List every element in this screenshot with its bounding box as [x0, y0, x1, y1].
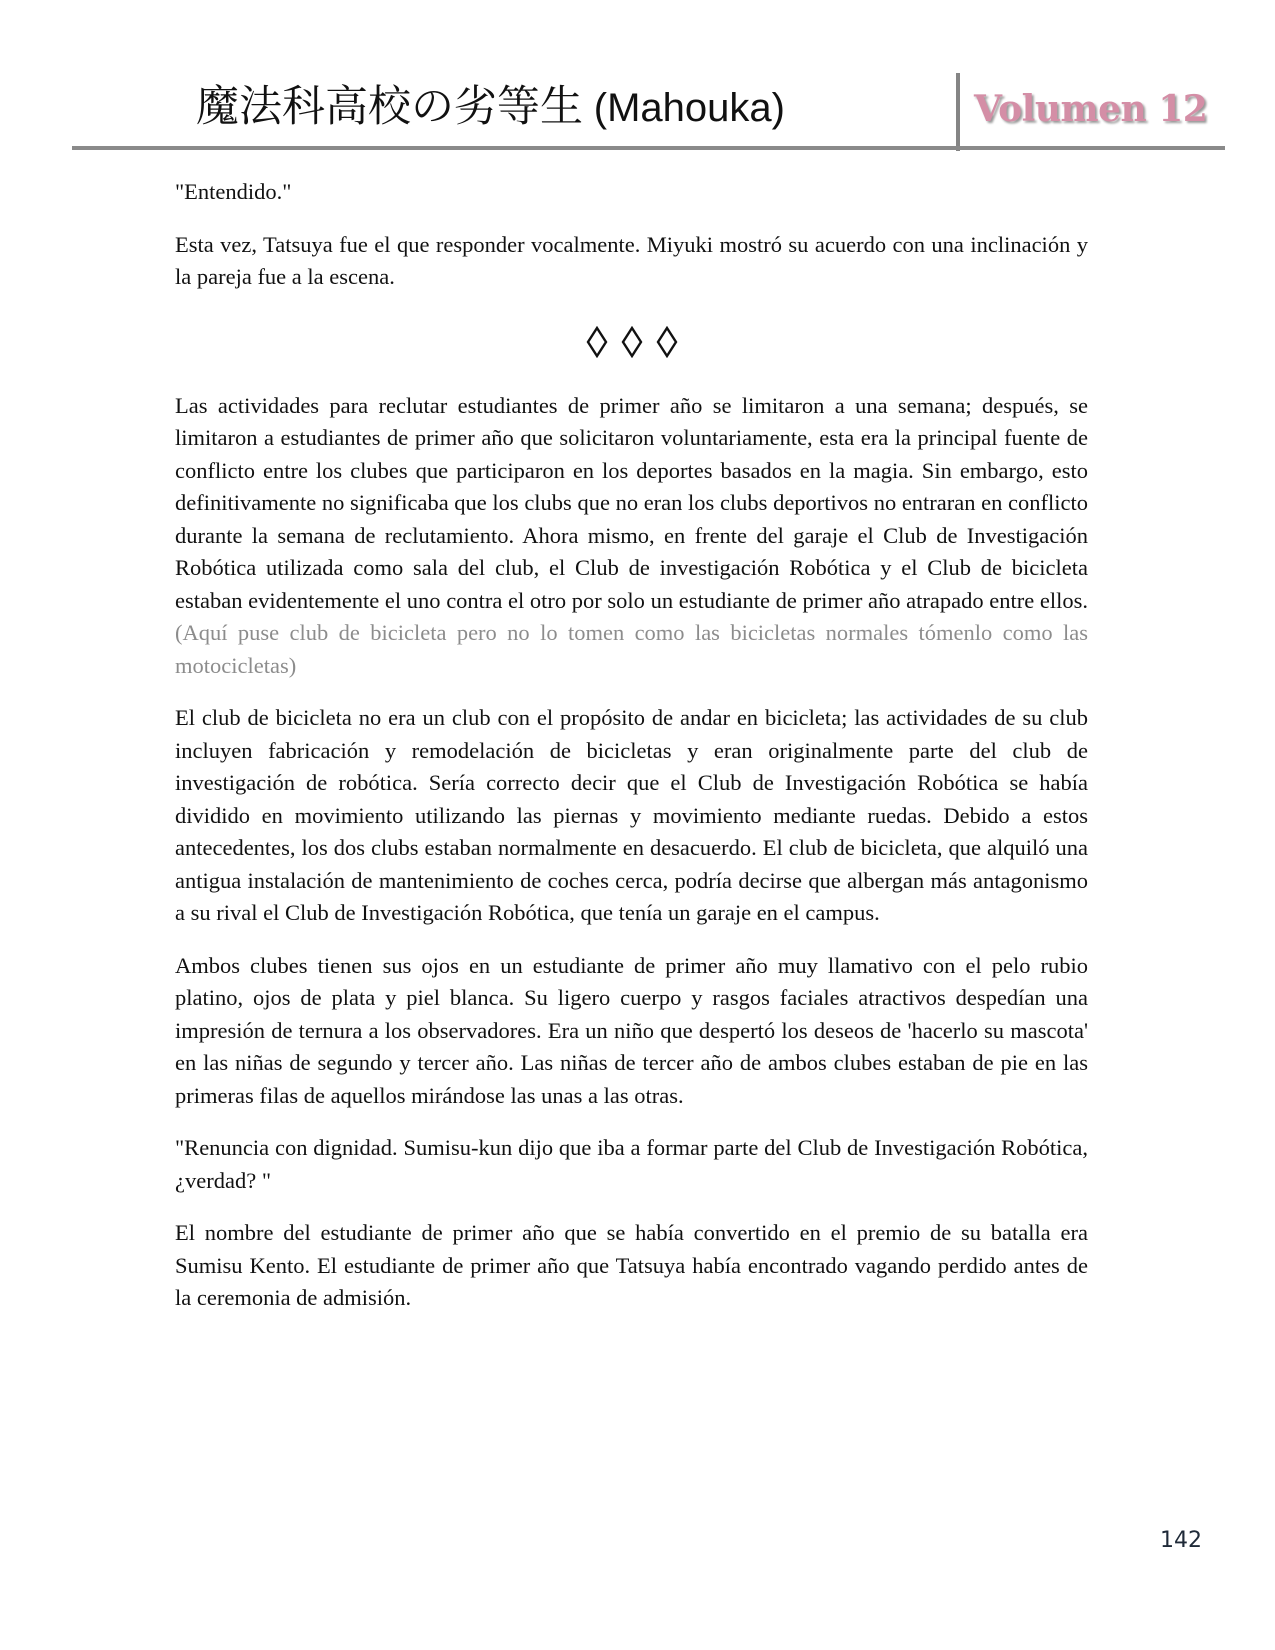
diamond-icon	[656, 326, 678, 358]
book-title-romaji: (Mahouka)	[593, 86, 785, 130]
page-content	[175, 176, 1088, 1335]
volume-label: Volumen 12	[974, 88, 1208, 130]
header-rule	[72, 146, 1225, 150]
translator-note: (Aquí puse club de bicicleta pero no lo tomen como las bicicletas normales tómenlo como las motocicletas)	[175, 620, 1088, 678]
paragraph-sumisu-kento: El nombre del estudiante de primer año que se había convertido en el premio de su batalla era Sumisu Kento. El estudiante de primer año que Tatsuya había encontrado vagando perdido antes de la ceremonia de admisión.	[175, 1220, 1088, 1310]
paragraph-recruitment	[175, 390, 1088, 683]
diamond-icon	[621, 326, 643, 358]
paragraph-student-description: Ambos clubes tienen sus ojos en un estudiante de primer año muy llamativo con el pelo rubio platino, ojos de plata y piel blanca. Su ligero cuerpo y rasgos faciales atractivos despedían una impresión de ternura a los observadores. Era un niño que despertó los deseos de 'hacerlo su mascota' en las niñas de segundo y tercer año. Las niñas de tercer año de ambos clubes estaban de pie en las primeras filas de aquellos mirándose las unas a las otras.	[175, 952, 1088, 1108]
book-title	[196, 78, 785, 138]
book-title-japanese: 魔法科高校の劣等生	[196, 84, 583, 131]
paragraph-bicycle-club: El club de bicicleta no era un club con el propósito de andar en bicicleta; las actividades de su club incluyen fabricación y remodelación de bicicletas y eran originalmente parte del club de investigación de robótica. Sería correcto decir que el Club de Investigación Robótica se había dividido en movimiento utilizando las piernas y movimiento mediante ruedas. Debido a estos antecedentes, los dos clubs estaban normalmente en desacuerdo. El club de bicicleta, que alquiló una antigua instalación de mantenimiento de coches cerca, podría decirse que albergan más antagonismo a su rival el Club de Investigación Robótica, que tenía un garaje en el campus.	[175, 705, 1088, 925]
paragraph-dialogue-entendido: "Entendido."	[175, 179, 292, 204]
page-header	[0, 0, 1275, 160]
diamond-icon	[586, 326, 608, 358]
header-vertical-divider	[956, 73, 960, 151]
paragraph-recruitment-text: Las actividades para reclutar estudiantes de primer año se limitaron a una semana; después, se limitaron a estudiantes de primer año que solicitaron voluntariamente, esta era la principal fuente de conflicto entre los clubes que participaron en los deportes basados en la magia. Sin embargo, esto definitivamente no significaba que los clubs que no eran los clubs deportivos no entraran en conflicto durante la semana de reclutamiento. Ahora mismo, en frente del garaje el Club de Investigación Robótica utilizada como sala del club, el Club de investigación Robótica y el Club de bicicleta estaban evidentemente el uno contra el otro por solo un estudiante de primer año atrapado entre ellos.	[175, 392, 1088, 613]
page-number: 142	[1160, 1528, 1202, 1553]
paragraph-dialogue-renuncia: "Renuncia con dignidad. Sumisu-kun dijo que iba a formar parte del Club de Investigación Robótica, ¿verdad? "	[175, 1135, 1088, 1193]
scene-break	[175, 314, 1088, 370]
paragraph-tatsuya-responds: Esta vez, Tatsuya fue el que responder vocalmente. Miyuki mostró su acuerdo con una inclinación y la pareja fue a la escena.	[175, 231, 1088, 289]
